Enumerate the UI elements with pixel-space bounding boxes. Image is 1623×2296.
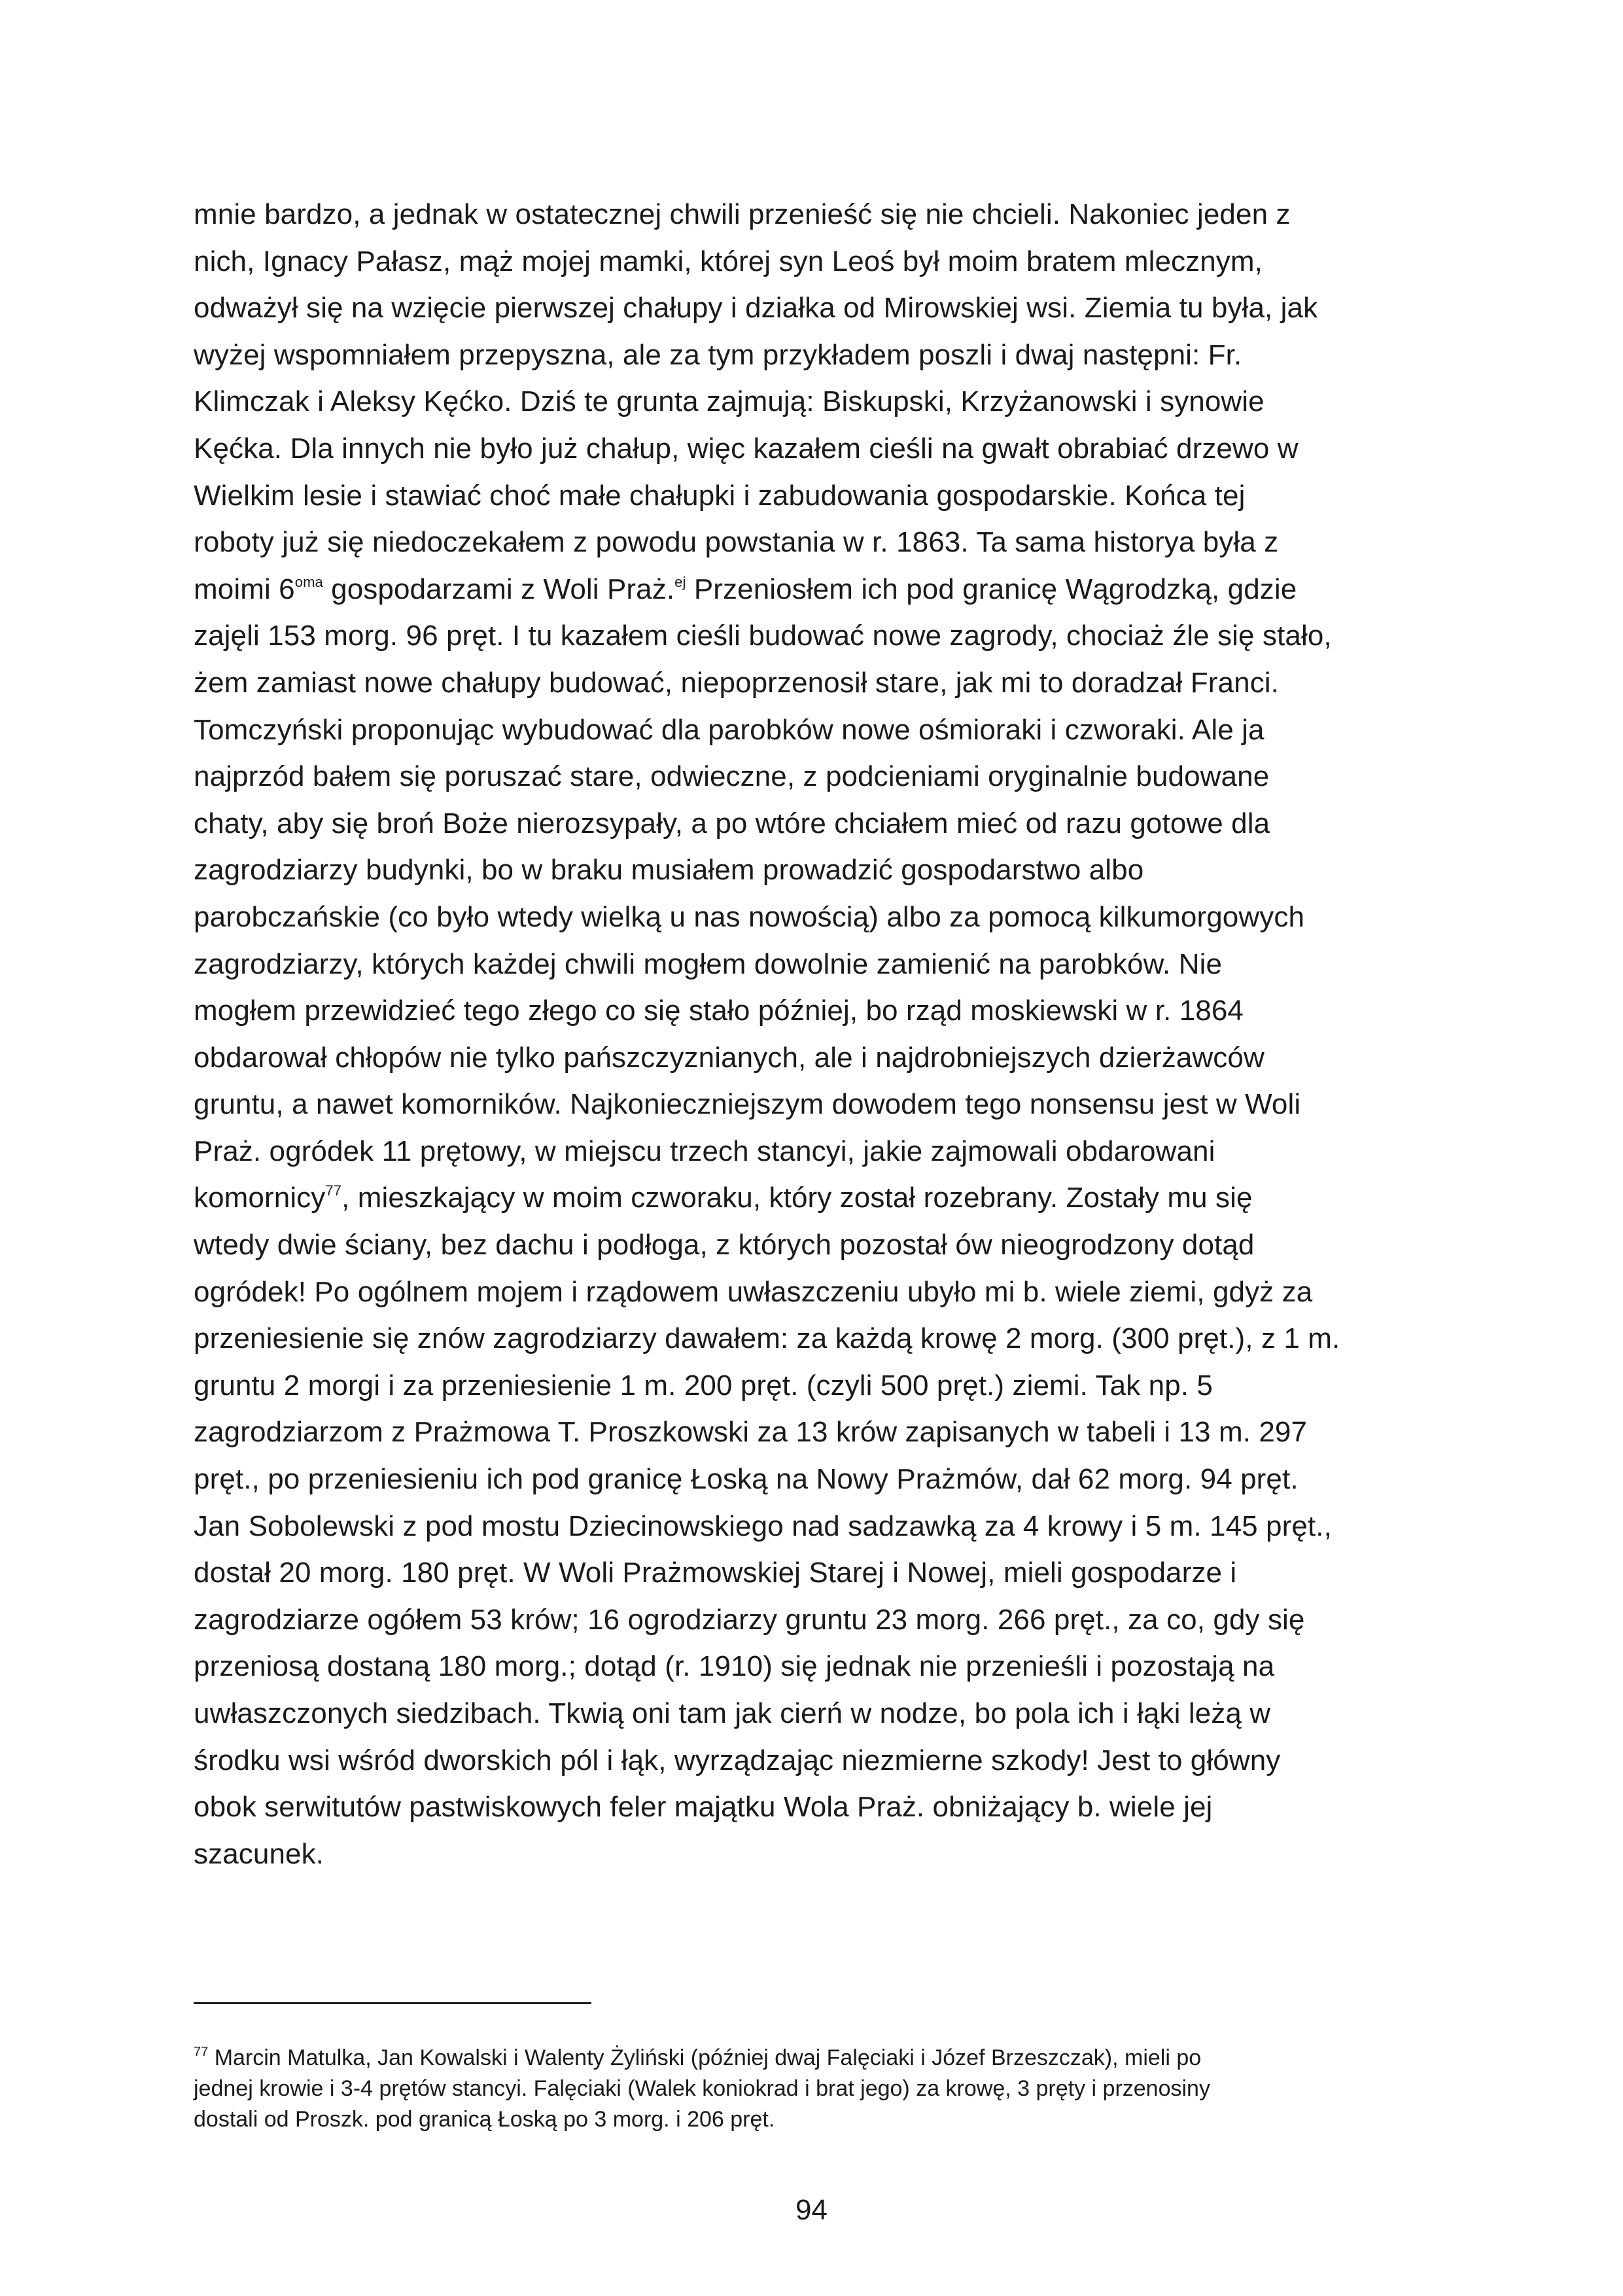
text-line: ogródek! Po ogólnem mojem i rządowem uwłaszczeniu ubyło mi b. wiele ziemi, gdyż za [194,1275,1313,1308]
text-segment: , mieszkający w moim czworaku, który został rozebrany. Zostały mu się [341,1182,1253,1214]
text-line: najprzód bałem się poruszać stare, odwieczne, z podcieniami oryginalnie budowane [194,760,1270,793]
text-line: dostał 20 morg. 180 pręt. W Woli Prażmowskiej Starej i Nowej, mieli gospodarze i [194,1557,1237,1589]
footnote-mark: 77 [194,2045,209,2059]
text-line: parobczańskie (co było wtedy wielką u nas nowością) albo za pomocą kilkumorgowych [194,900,1305,933]
text-line: nich, Ignacy Pałasz, mąż mojej mamki, której syn Leoś był moim bratem mlecznym, [194,245,1263,277]
footnote-reference[interactable]: 77 [325,1182,342,1199]
text-line: środku wsi wśród dworskich pól i łąk, wyrządzając niezmierne szkody! Jest to główny [194,1744,1281,1776]
text-line: obdarował chłopów nie tylko pańszczyznianych, ale i najdrobniejszych dzierżawców [194,1041,1265,1074]
footnote-line: dostali od Proszk. pod granicą Łoską po 3 morg. i 206 pręt. [194,2107,775,2132]
text-line: Tomczyński proponując wybudować dla parobków nowe ośmioraki i czworaki. Ale ja [194,713,1265,746]
text-line: żem zamiast nowe chałupy budować, niepoprzenosił stare, jak mi to doradzał Franci. [194,666,1279,699]
text-line-with-superscripts [194,566,1437,613]
text-line: gruntu 2 morgi i za przeniesienie 1 m. 200 pręt. (czyli 500 pręt.) ziemi. Tak np. 5 [194,1369,1213,1402]
footnote-text: Marcin Matulka, Jan Kowalski i Walenty Żyliński (później dwaj Falęciaki i Józef Brzeszczak), mieli po [208,2045,1202,2070]
text-segment: gospodarzami z Woli Praż. [323,573,675,605]
text-line: Klimczak i Aleksy Kęćko. Dziś te grunta zajmują: Biskupski, Krzyżanowski i synowie [194,385,1265,418]
text-line: wyżej wspomniałem przepyszna, ale za tym przykładem poszli i dwaj następni: Fr. [194,338,1242,371]
text-line: obok serwitutów pastwiskowych feler majątku Wola Praż. obniżający b. wiele jej [194,1791,1213,1824]
text-line: zajęli 153 morg. 96 pręt. I tu kazałem cieśli budować nowe zagrody, chociaż źle się stało, [194,620,1332,652]
text-line: chaty, aby się broń Boże nierozsypały, a po wtóre chciałem mieć od razu gotowe dla [194,807,1270,839]
text-line: uwłaszczonych siedzibach. Tkwią oni tam jak cierń w nodze, bo pola ich i łąki leżą w [194,1697,1271,1729]
text-segment: moimi 6 [194,573,295,605]
footnote [194,2043,1437,2135]
text-line: zagrodziarze ogółem 53 krów; 16 ogrodziarzy gruntu 23 morg. 266 pręt., za co, gdy się [194,1603,1305,1636]
page-number: 94 [795,2194,828,2226]
text-line: Jan Sobolewski z pod mostu Dziecinowskiego nad sadzawką za 4 krowy i 5 m. 145 pręt., [194,1510,1332,1542]
text-line: zagrodziarzy, których każdej chwili mogłem dowolnie zamienić na parobków. Nie [194,947,1223,980]
text-line: pręt., po przeniesieniu ich pod granicę Łoską na Nowy Prażmów, dał 62 morg. 94 pręt. [194,1463,1299,1496]
footnote-separator [194,2002,591,2004]
text-segment: komornicy [194,1182,326,1214]
text-line: szacunek. [194,1837,324,1870]
text-line: Praż. ogródek 11 prętowy, w miejscu trzech stancyi, jakie zajmowali obdarowani [194,1135,1215,1167]
main-text [194,191,1437,1877]
text-segment: Przeniosłem ich pod granicę Wągrodzką, gdzie [686,573,1297,605]
text-line: mogłem przewidzieć tego złego co się stało później, bo rząd moskiewski w r. 1864 [194,995,1244,1027]
footnote-line: jednej krowie i 3-4 prętów stancyi. Falęciaki (Walek koniokrad i brat jego) za krowę, 3 pręty i przenosiny [194,2076,1210,2101]
text-line: zagrodziarzom z Prażmowa T. Proszkowski za 13 krów zapisanych w tabeli i 13 m. 297 [194,1416,1308,1449]
superscript: oma [294,573,323,590]
superscript: ej [674,573,686,590]
text-line: Kęćka. Dla innych nie było już chałup, więc kazałem cieśli na gwałt obrabiać drzewo w [194,432,1299,465]
text-line: wtedy dwie ściany, bez dachu i podłoga, z których pozostał ów nieogrodzony dotąd [194,1229,1255,1262]
text-line: mnie bardzo, a jednak w ostatecznej chwili przenieść się nie chcieli. Nakoniec jeden z [194,198,1291,230]
text-line: Wielkim lesie i stawiać choć małe chałupki i zabudowania gospodarskie. Końca tej [194,479,1246,512]
text-line: przeniosą dostaną 180 morg.; dotąd (r. 1910) się jednak nie przenieśli i pozostają na [194,1650,1275,1683]
text-line-with-footnote-ref [194,1174,1437,1222]
footnote-line [194,2043,1437,2074]
text-line: roboty już się niedoczekałem z powodu powstania w r. 1863. Ta sama historya była z [194,526,1279,559]
text-line: odważył się na wzięcie pierwszej chałupy i działka od Mirowskiej wsi. Ziemia tu była, jak [194,292,1318,325]
text-line: przeniesienie się znów zagrodziarzy dawałem: za każdą krowę 2 morg. (300 pręt.), z 1 m. [194,1322,1340,1355]
text-line: gruntu, a nawet komorników. Najkonieczniejszym dowodem tego nonsensu jest w Woli [194,1088,1301,1121]
text-line: zagrodziarzy budynki, bo w braku musiałem prowadzić gospodarstwo albo [194,854,1144,887]
